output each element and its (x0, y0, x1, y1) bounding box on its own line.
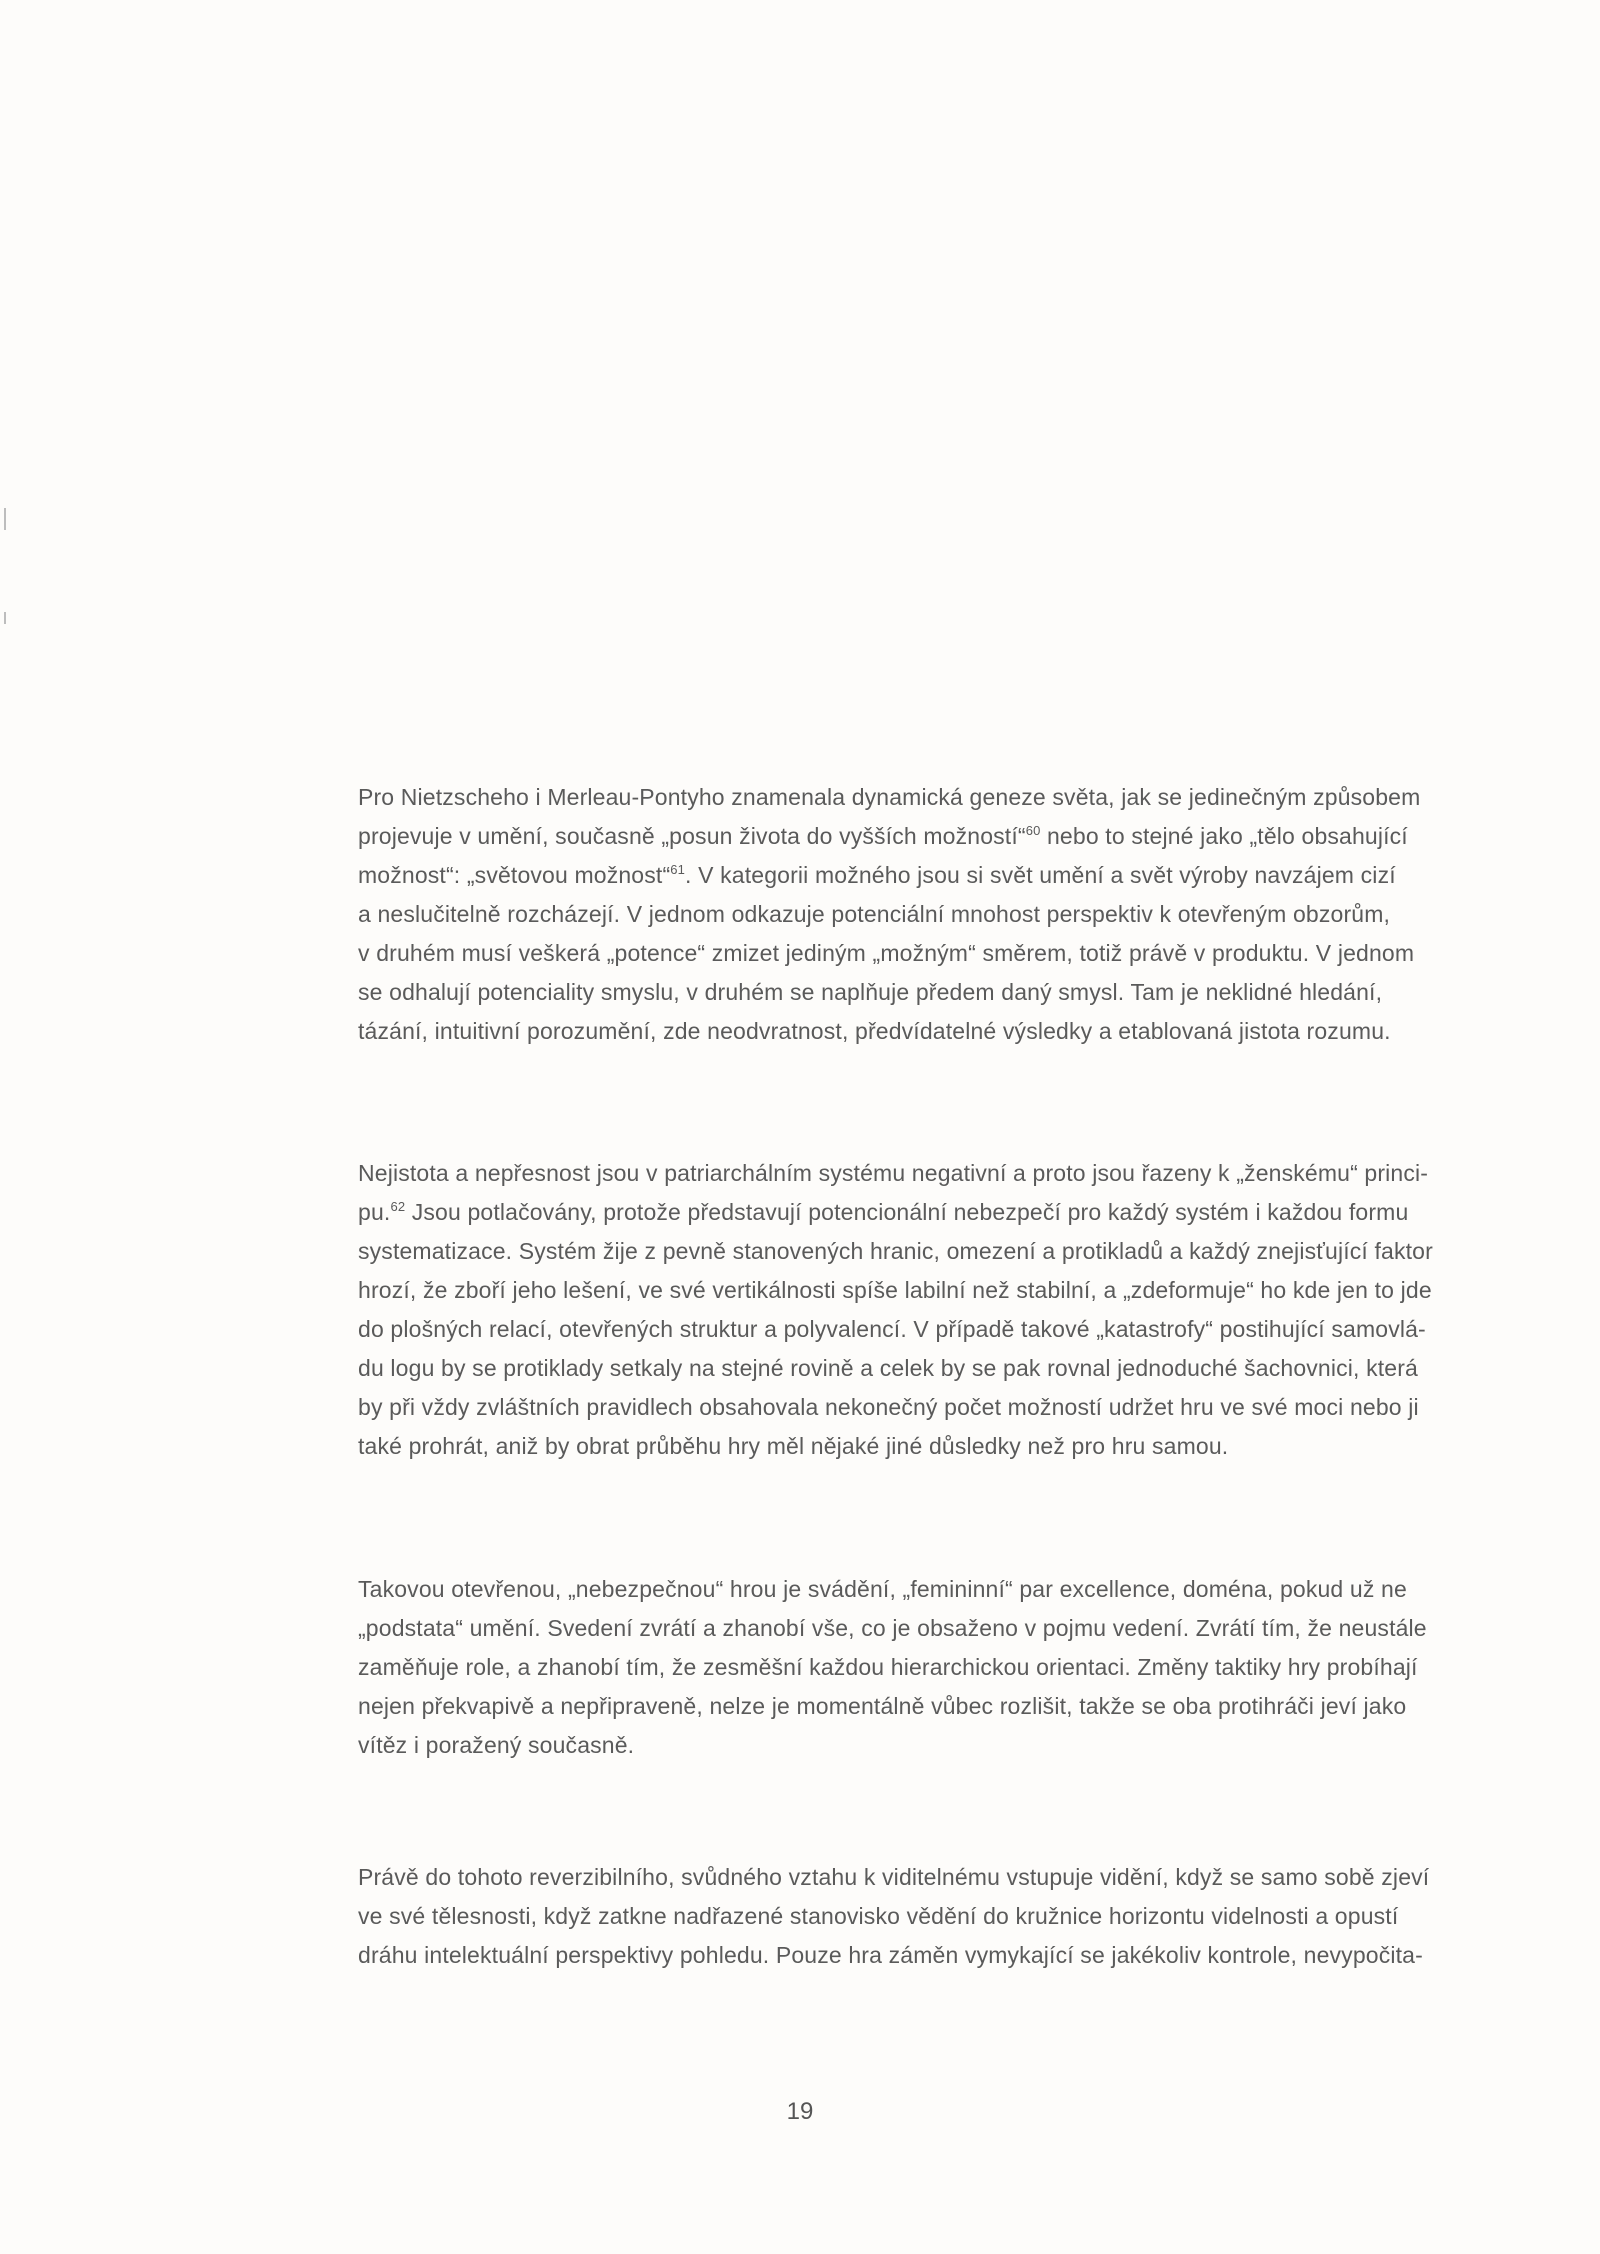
line-text: a neslučitelně rozcházejí. V jednom odkazuje potenciální mnohost perspektiv k otevřeným obzorům, (358, 901, 1391, 927)
text-line (358, 1271, 1520, 1310)
text-line (358, 1012, 1520, 1051)
text-line (358, 1388, 1520, 1427)
text-line (358, 1232, 1520, 1271)
text-line (358, 1193, 1520, 1232)
line-text: možnost“: „světovou možnost“ (358, 862, 671, 888)
text-line (358, 973, 1520, 1012)
line-text: . V kategorii možného jsou si svět umění a svět výroby navzájem cizí (685, 862, 1396, 888)
footnote-ref: 61 (670, 862, 686, 877)
text-line (358, 1858, 1520, 1897)
line-text: du logu by se protiklady setkaly na stejné rovině a celek by se pak rovnal jednoduché šachovnici, která (358, 1355, 1418, 1381)
line-text: do plošných relací, otevřených struktur a polyvalencí. V případě takové „katastrofy“ postihující samovlá- (358, 1316, 1426, 1342)
line-text: Právě do tohoto reverzibilního, svůdného vztahu k viditelnému vstupuje vidění, když se samo sobě zjeví (358, 1864, 1430, 1890)
text-line (358, 1427, 1520, 1466)
line-text: v druhém musí veškerá „potence“ zmizet jediným „možným“ směrem, totiž právě v produktu. V jednom (358, 940, 1415, 966)
text-line (358, 1726, 1520, 1765)
line-text: projevuje v umění, současně „posun života do vyšších možností“ (358, 823, 1026, 849)
text-line (358, 1349, 1520, 1388)
text-line (358, 778, 1520, 817)
paragraph (358, 778, 1520, 1051)
text-line (358, 1154, 1520, 1193)
line-text: také prohrát, aniž by obrat průběhu hry měl nějaké jiné důsledky než pro hru samou. (358, 1433, 1229, 1459)
text-line (358, 1570, 1520, 1609)
footnote-ref: 60 (1025, 823, 1041, 838)
line-text: nebo to stejné jako „tělo obsahující (1040, 823, 1408, 849)
line-text: vítěz i poražený současně. (358, 1732, 635, 1758)
scan-edge-mark (4, 508, 6, 530)
line-text: se odhalují potenciality smyslu, v druhém se naplňuje předem daný smysl. Tam je neklidné hledání, (358, 979, 1383, 1005)
line-text: tázání, intuitivní porozumění, zde neodvratnost, předvídatelné výsledky a etablovaná jistota rozumu. (358, 1018, 1391, 1044)
text-line (358, 1936, 1520, 1975)
text-line (358, 895, 1520, 934)
text-line (358, 1609, 1520, 1648)
text-line (358, 1310, 1520, 1349)
line-text: Nejistota a nepřesnost jsou v patriarchálním systému negativní a proto jsou řazeny k „ženskému“ princi- (358, 1160, 1429, 1186)
text-line (358, 817, 1520, 856)
line-text: pu. (358, 1199, 391, 1225)
line-text: Takovou otevřenou, „nebezpečnou“ hrou je svádění, „femininní“ par excellence, doména, pokud už ne (358, 1576, 1407, 1602)
scan-edge-mark (4, 612, 6, 624)
line-text: hrozí, že zboří jeho lešení, ve své vertikálnosti spíše labilní než stabilní, a „zdeformuje“ ho kde jen to jde (358, 1277, 1432, 1303)
paragraph (358, 1858, 1520, 1975)
text-line (358, 934, 1520, 973)
line-text: by při vždy zvláštních pravidlech obsahovala nekonečný počet možností udržet hru ve své moci nebo ji (358, 1394, 1419, 1420)
line-text: systematizace. Systém žije z pevně stanovených hranic, omezení a protikladů a každý znejisťující faktor (358, 1238, 1433, 1264)
text-line (358, 856, 1520, 895)
text-line (358, 1897, 1520, 1936)
text-line (358, 1648, 1520, 1687)
line-text: Jsou potlačovány, protože představují potencionální nebezpečí pro každý systém i každou formu (405, 1199, 1409, 1225)
paragraph (358, 1570, 1520, 1765)
text-line (358, 1687, 1520, 1726)
line-text: dráhu intelektuální perspektivy pohledu. Pouze hra záměn vymykající se jakékoliv kontrole, nevypočita- (358, 1942, 1423, 1968)
line-text: „podstata“ umění. Svedení zvrátí a zhanobí vše, co je obsaženo v pojmu vedení. Zvrátí tím, že neustále (358, 1615, 1427, 1641)
line-text: nejen překvapivě a nepřipraveně, nelze je momentálně vůbec rozlišit, takže se oba protihráči jeví jako (358, 1693, 1407, 1719)
page-number: 19 (786, 2098, 814, 2125)
line-text: zaměňuje role, a zhanobí tím, že zesměšní každou hierarchickou orientaci. Změny taktiky hry probíhají (358, 1654, 1418, 1680)
line-text: ve své tělesnosti, když zatkne nadřazené stanovisko vědění do kružnice horizontu videlnosti a opustí (358, 1903, 1399, 1929)
paragraph (358, 1154, 1520, 1466)
line-text: Pro Nietzscheho i Merleau-Pontyho znamenala dynamická geneze světa, jak se jedinečným způsobem (358, 784, 1421, 810)
footnote-ref: 62 (390, 1199, 406, 1214)
